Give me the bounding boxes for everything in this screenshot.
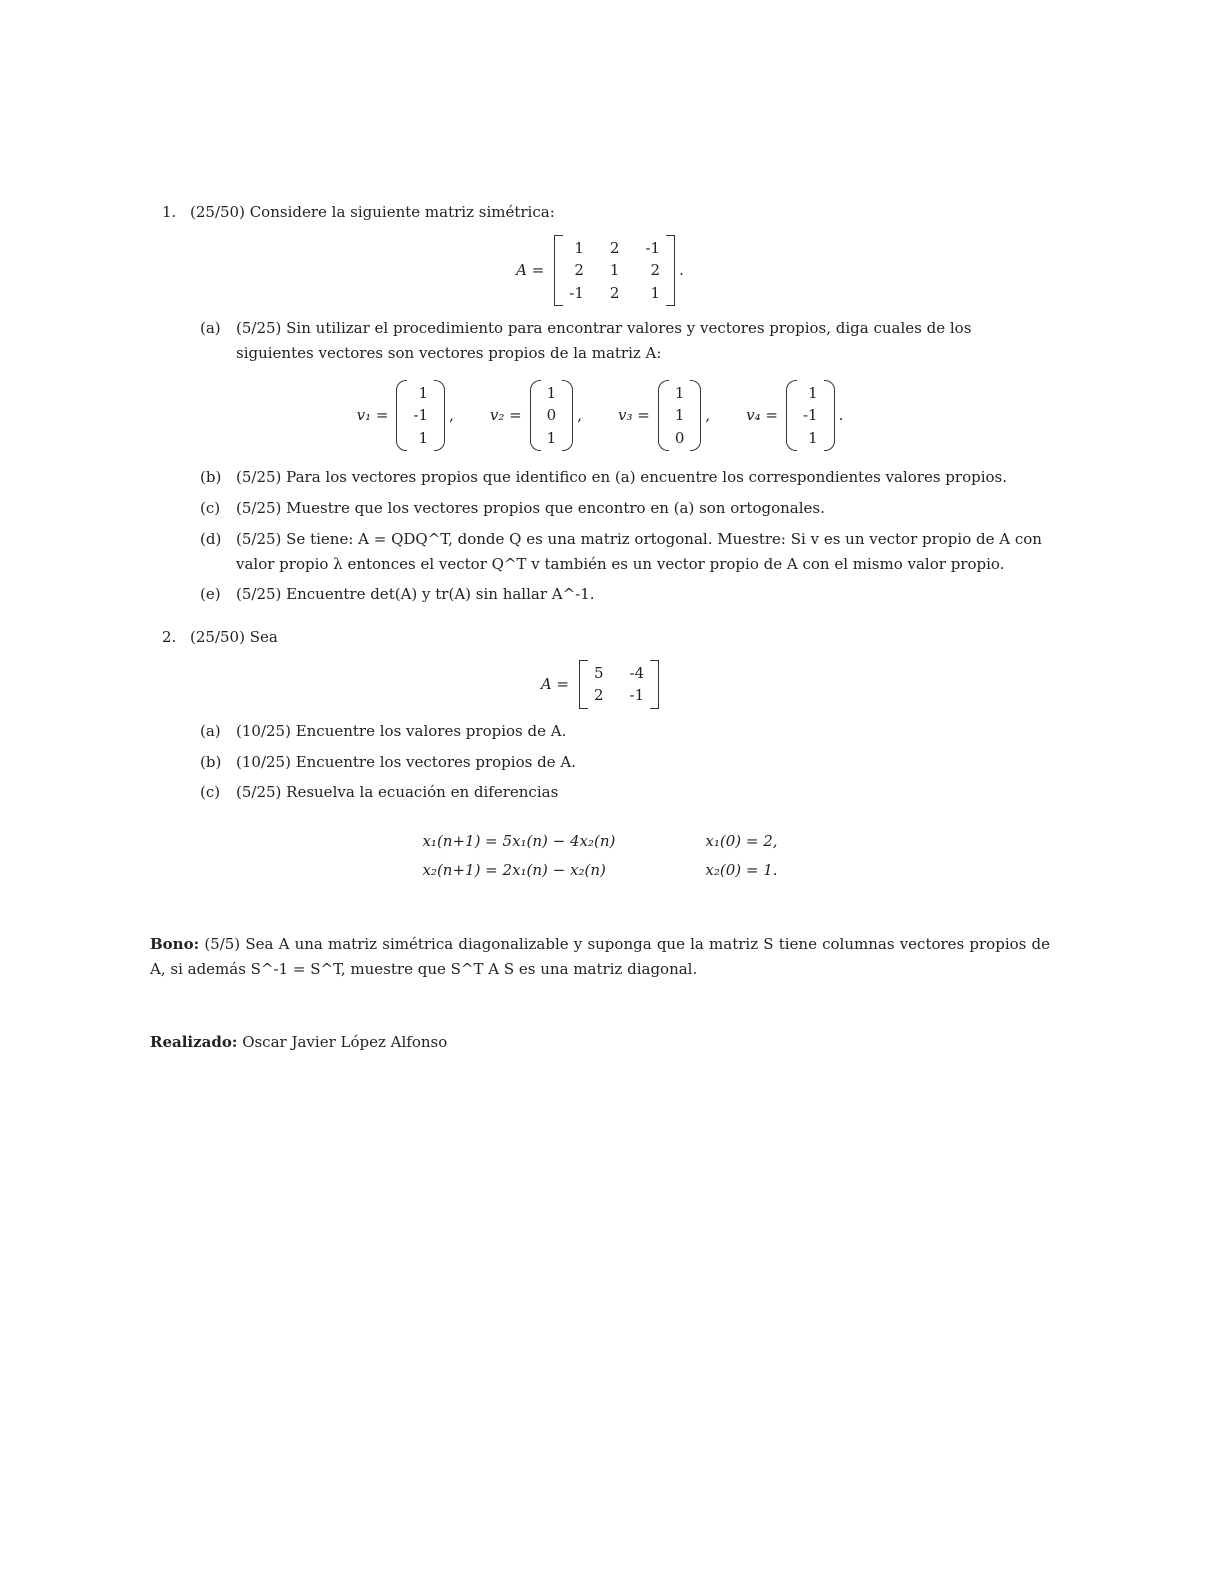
- matrix-a-display-1: A = 1 2 -1 2 1 2 -1 2 1 .: [150, 235, 1050, 307]
- system-equation-1: x₁(n+1) = 5x₁(n) − 4x₂(n): [422, 832, 616, 850]
- difference-equation-system: [422, 827, 777, 884]
- problem-1-number: 1.: [162, 203, 177, 221]
- item-text: (5/25) Para los vectores propios que identifico en (a) encuentre los correspondientes valores propios.: [236, 468, 1007, 487]
- author-name: Oscar Javier López Alfonso: [242, 1032, 448, 1051]
- system-equation-2: x₂(n+1) = 2x₁(n) − x₂(n): [422, 860, 606, 879]
- problem-2-item-b: [150, 750, 1050, 775]
- problem-1-header: (25/50) Considere la siguiente matriz simétrica:: [190, 203, 555, 221]
- item-text: (10/25) Encuentre los valores propios de A.: [236, 721, 567, 740]
- matrix-a-label: A =: [516, 261, 545, 280]
- problem-1-item-d: [150, 527, 1050, 577]
- candidate-vectors: [150, 380, 1050, 452]
- vector-v4: v₄ = 1 -1 1 .: [746, 380, 843, 452]
- item-text: (10/25) Encuentre los vectores propios de A.: [236, 752, 576, 771]
- problem-1-item-e: [150, 582, 1050, 607]
- matrix-cell: 1: [574, 238, 584, 257]
- matrix-a-2x2: [579, 660, 659, 709]
- matrix-cell: 1: [609, 261, 620, 280]
- item-label: (b): [200, 752, 222, 771]
- item-text: (5/25) Se tiene: A = QDQ^T, donde Q es una matriz ortogonal. Muestre: Si v es un vector propio de A con valor propio λ entonces el vector Q^T v también es un vector propio de A con el mismo valor propio.: [236, 529, 1042, 573]
- matrix-cell: -1: [645, 238, 661, 257]
- problem-2-items: [150, 719, 1050, 805]
- matrix-a-label: A =: [540, 674, 569, 693]
- matrix-cell: 2: [609, 238, 620, 257]
- vector-label: v₁ =: [356, 406, 389, 425]
- item-text: (5/25) Resuelva la ecuación en diferencias: [236, 783, 559, 802]
- matrix-a-display-2: [150, 660, 1050, 709]
- item-label: (c): [200, 783, 221, 802]
- item-text: (5/25) Sin utilizar el procedimiento para encontrar valores y vectores propios, diga cuales de los siguientes vectores son vectores propios de la matriz A:: [236, 319, 972, 362]
- matrix-right-bracket: [650, 660, 659, 709]
- vector-v1: v₁ = 1 -1 1 ,: [357, 380, 454, 452]
- vector-entry: -1: [802, 406, 818, 425]
- item-label: (e): [200, 585, 221, 604]
- problem-1-item-a: [150, 316, 1050, 366]
- document-page: [150, 200, 1050, 1069]
- vector-entry: -1: [413, 406, 429, 425]
- vector-label: v₄ =: [746, 406, 778, 425]
- bonus-label: Bono:: [150, 935, 200, 953]
- vector-entry: 0: [674, 428, 685, 447]
- matrix-left-bracket: [554, 235, 563, 307]
- matrix-right-bracket: [666, 235, 675, 307]
- problem-1-item-b: [150, 465, 1050, 490]
- vector-entry: 1: [546, 383, 557, 402]
- vector-label: v₃ =: [618, 406, 650, 425]
- author-label: Realizado:: [150, 1032, 238, 1051]
- vector-entry: 1: [418, 428, 429, 447]
- vector-entry: 1: [674, 383, 685, 402]
- item-label: (c): [200, 499, 221, 517]
- author-line: [150, 1030, 1050, 1055]
- bonus-paragraph: [150, 932, 1050, 982]
- matrix-cell: 2: [609, 283, 620, 302]
- system-condition-1: x₁(0) = 2,: [705, 832, 778, 850]
- matrix-cell: 2: [594, 686, 604, 705]
- problem-2-number: 2.: [162, 628, 177, 646]
- problem-1-items: [150, 316, 1050, 366]
- vector-entry: 1: [808, 383, 818, 402]
- item-label: (b): [200, 468, 222, 487]
- item-label: (a): [200, 721, 221, 740]
- matrix-cell: 2: [650, 261, 661, 280]
- matrix-cell: -1: [569, 283, 584, 302]
- item-text: (5/25) Muestre que los vectores propios que encontro en (a) son ortogonales.: [236, 499, 825, 517]
- problem-2-header: (25/50) Sea: [190, 628, 278, 646]
- matrix-left-bracket: [579, 660, 588, 709]
- matrix-cell: 1: [650, 283, 661, 302]
- problem-1-items-rest: [150, 465, 1050, 607]
- problem-1: [150, 200, 1050, 225]
- matrix-cell: -1: [629, 686, 645, 705]
- item-label: (a): [200, 319, 221, 338]
- problem-2: [150, 625, 1050, 650]
- item-label: (d): [200, 529, 222, 548]
- vector-entry: 1: [808, 428, 818, 447]
- vector-entry: 1: [418, 383, 429, 402]
- vector-entry: 1: [546, 428, 557, 447]
- vector-v3: v₃ = 1 1 0 ,: [618, 380, 710, 452]
- vector-entry: 1: [674, 406, 685, 425]
- matrix-cell: -4: [629, 663, 645, 682]
- matrix-a-3x3: [554, 235, 675, 307]
- matrix-cell: 2: [574, 261, 584, 280]
- vector-entry: 0: [546, 406, 557, 425]
- problem-2-item-a: [150, 719, 1050, 744]
- matrix-cell: 5: [594, 663, 604, 682]
- vector-label: v₂ =: [489, 406, 522, 425]
- vector-v2: v₂ = 1 0 1 ,: [490, 380, 582, 452]
- item-text: (5/25) Encuentre det(A) y tr(A) sin hallar A^-1.: [236, 585, 595, 604]
- problem-2-item-c: [150, 780, 1050, 805]
- bonus-text: (5/5) Sea A una matriz simétrica diagonalizable y suponga que la matriz S tiene columnas vectores propios de A, si además S^-1 = S^T, muestre que S^T A S es una matriz diagonal.: [150, 935, 1050, 978]
- problem-1-item-c: [150, 496, 1050, 521]
- system-condition-2: x₂(0) = 1.: [705, 860, 778, 879]
